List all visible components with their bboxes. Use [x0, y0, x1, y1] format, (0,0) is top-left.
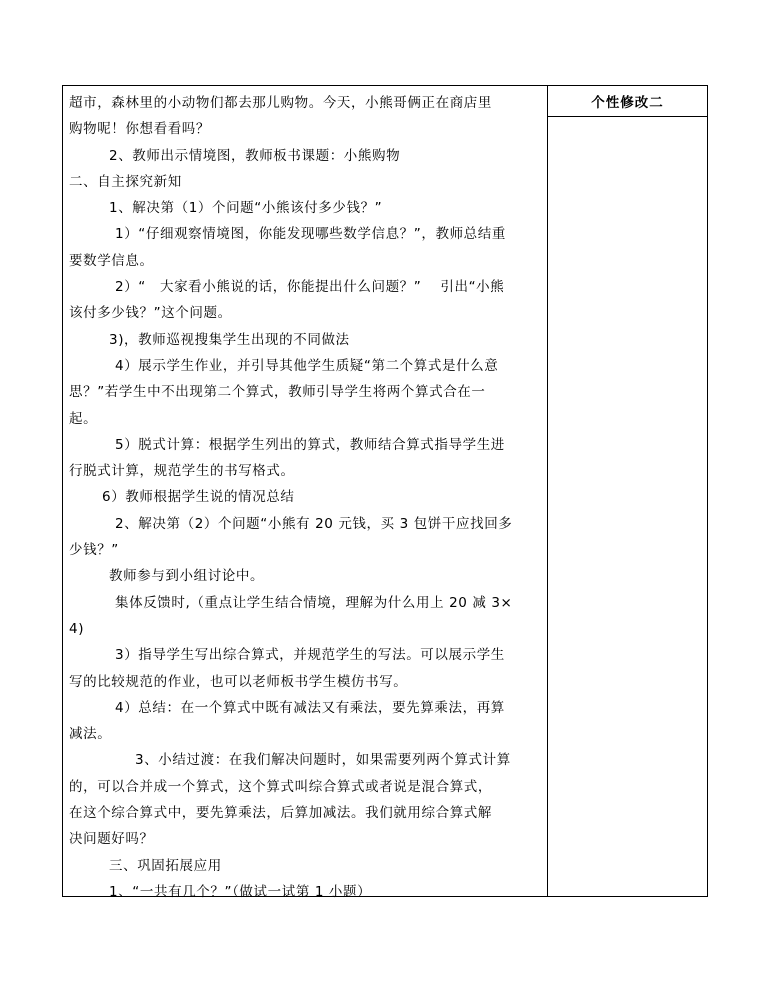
text-line: 2、教师出示情境图，教师板书课题：小熊购物 — [109, 147, 401, 164]
text-line: 2、解决第（2）个问题“小熊有 20 元钱，买 3 包饼干应找回多 — [115, 515, 513, 532]
text-line: 在这个综合算式中，要先算乘法，后算加减法。我们就用综合算式解 — [69, 805, 492, 822]
text-line: 少钱？” — [69, 542, 119, 559]
lesson-plan-table — [62, 85, 708, 900]
text-line: 决问题好吗？ — [69, 831, 154, 848]
text-line: 超市，森林里的小动物们都去那儿购物。今天，小熊哥俩正在商店里 — [69, 95, 492, 111]
header-divider — [548, 116, 707, 117]
text-line: 写的比较规范的作业，也可以老师板书学生模仿书写。 — [69, 673, 408, 690]
text-line: 该付多少钱？”这个问题。 — [69, 305, 232, 322]
text-line: 三、巩固拓展应用 — [109, 857, 222, 874]
text-line: 减法。 — [69, 726, 112, 743]
text-line: 1、解决第（1）个问题“小熊该付多少钱？” — [109, 200, 383, 217]
text-line: 3)，教师巡视搜集学生出现的不同做法 — [109, 331, 350, 348]
text-line: 集体反馈时,（重点让学生结合情境，理解为什么用上 20 减 3× — [115, 594, 513, 611]
text-line: 5）脱式计算：根据学生列出的算式，教师结合算式指导学生进 — [115, 436, 505, 453]
text-line: 2）“ 大家看小熊说的话，你能提出什么问题？” 引出“小熊 — [115, 279, 505, 296]
text-line: 思？”若学生中不出现第二个算式，教师引导学生将两个算式合在一 — [69, 384, 486, 401]
personal-revision-header: 个性修改二 — [591, 95, 664, 111]
text-line: 4) — [69, 620, 85, 637]
text-line: 4）展示学生作业，并引导其他学生质疑“第二个算式是什么意 — [115, 357, 499, 374]
text-line: 起。 — [69, 410, 98, 427]
text-line: 二、自主探究新知 — [69, 173, 182, 190]
text-line: 4）总结：在一个算式中既有减法又有乘法，要先算乘法，再算 — [115, 699, 505, 716]
text-line: 3、小结过渡：在我们解决问题时，如果需要列两个算式计算 — [135, 752, 511, 769]
text-line: 行脱式计算，规范学生的书写格式。 — [69, 463, 295, 480]
text-line: 教师参与到小组讨论中。 — [109, 568, 265, 585]
text-line: 1、“一共有几个？”（做试一试第 1 小题） — [109, 883, 372, 900]
text-line: 1）“仔细观察情境图，你能发现哪些数学信息？”，教师总结重 — [115, 226, 506, 243]
lesson-content — [69, 90, 543, 905]
text-line: 6）教师根据学生说的情况总结 — [102, 489, 295, 506]
text-line: 3）指导学生写出综合算式，并规范学生的写法。可以展示学生 — [115, 647, 505, 664]
text-line: 购物呢！你想看看吗？ — [69, 121, 210, 138]
text-line: 要数学信息。 — [69, 252, 154, 269]
text-line: 的，可以合并成一个算式，这个算式叫综合算式或者说是混合算式， — [69, 778, 492, 795]
column-divider — [547, 86, 548, 896]
